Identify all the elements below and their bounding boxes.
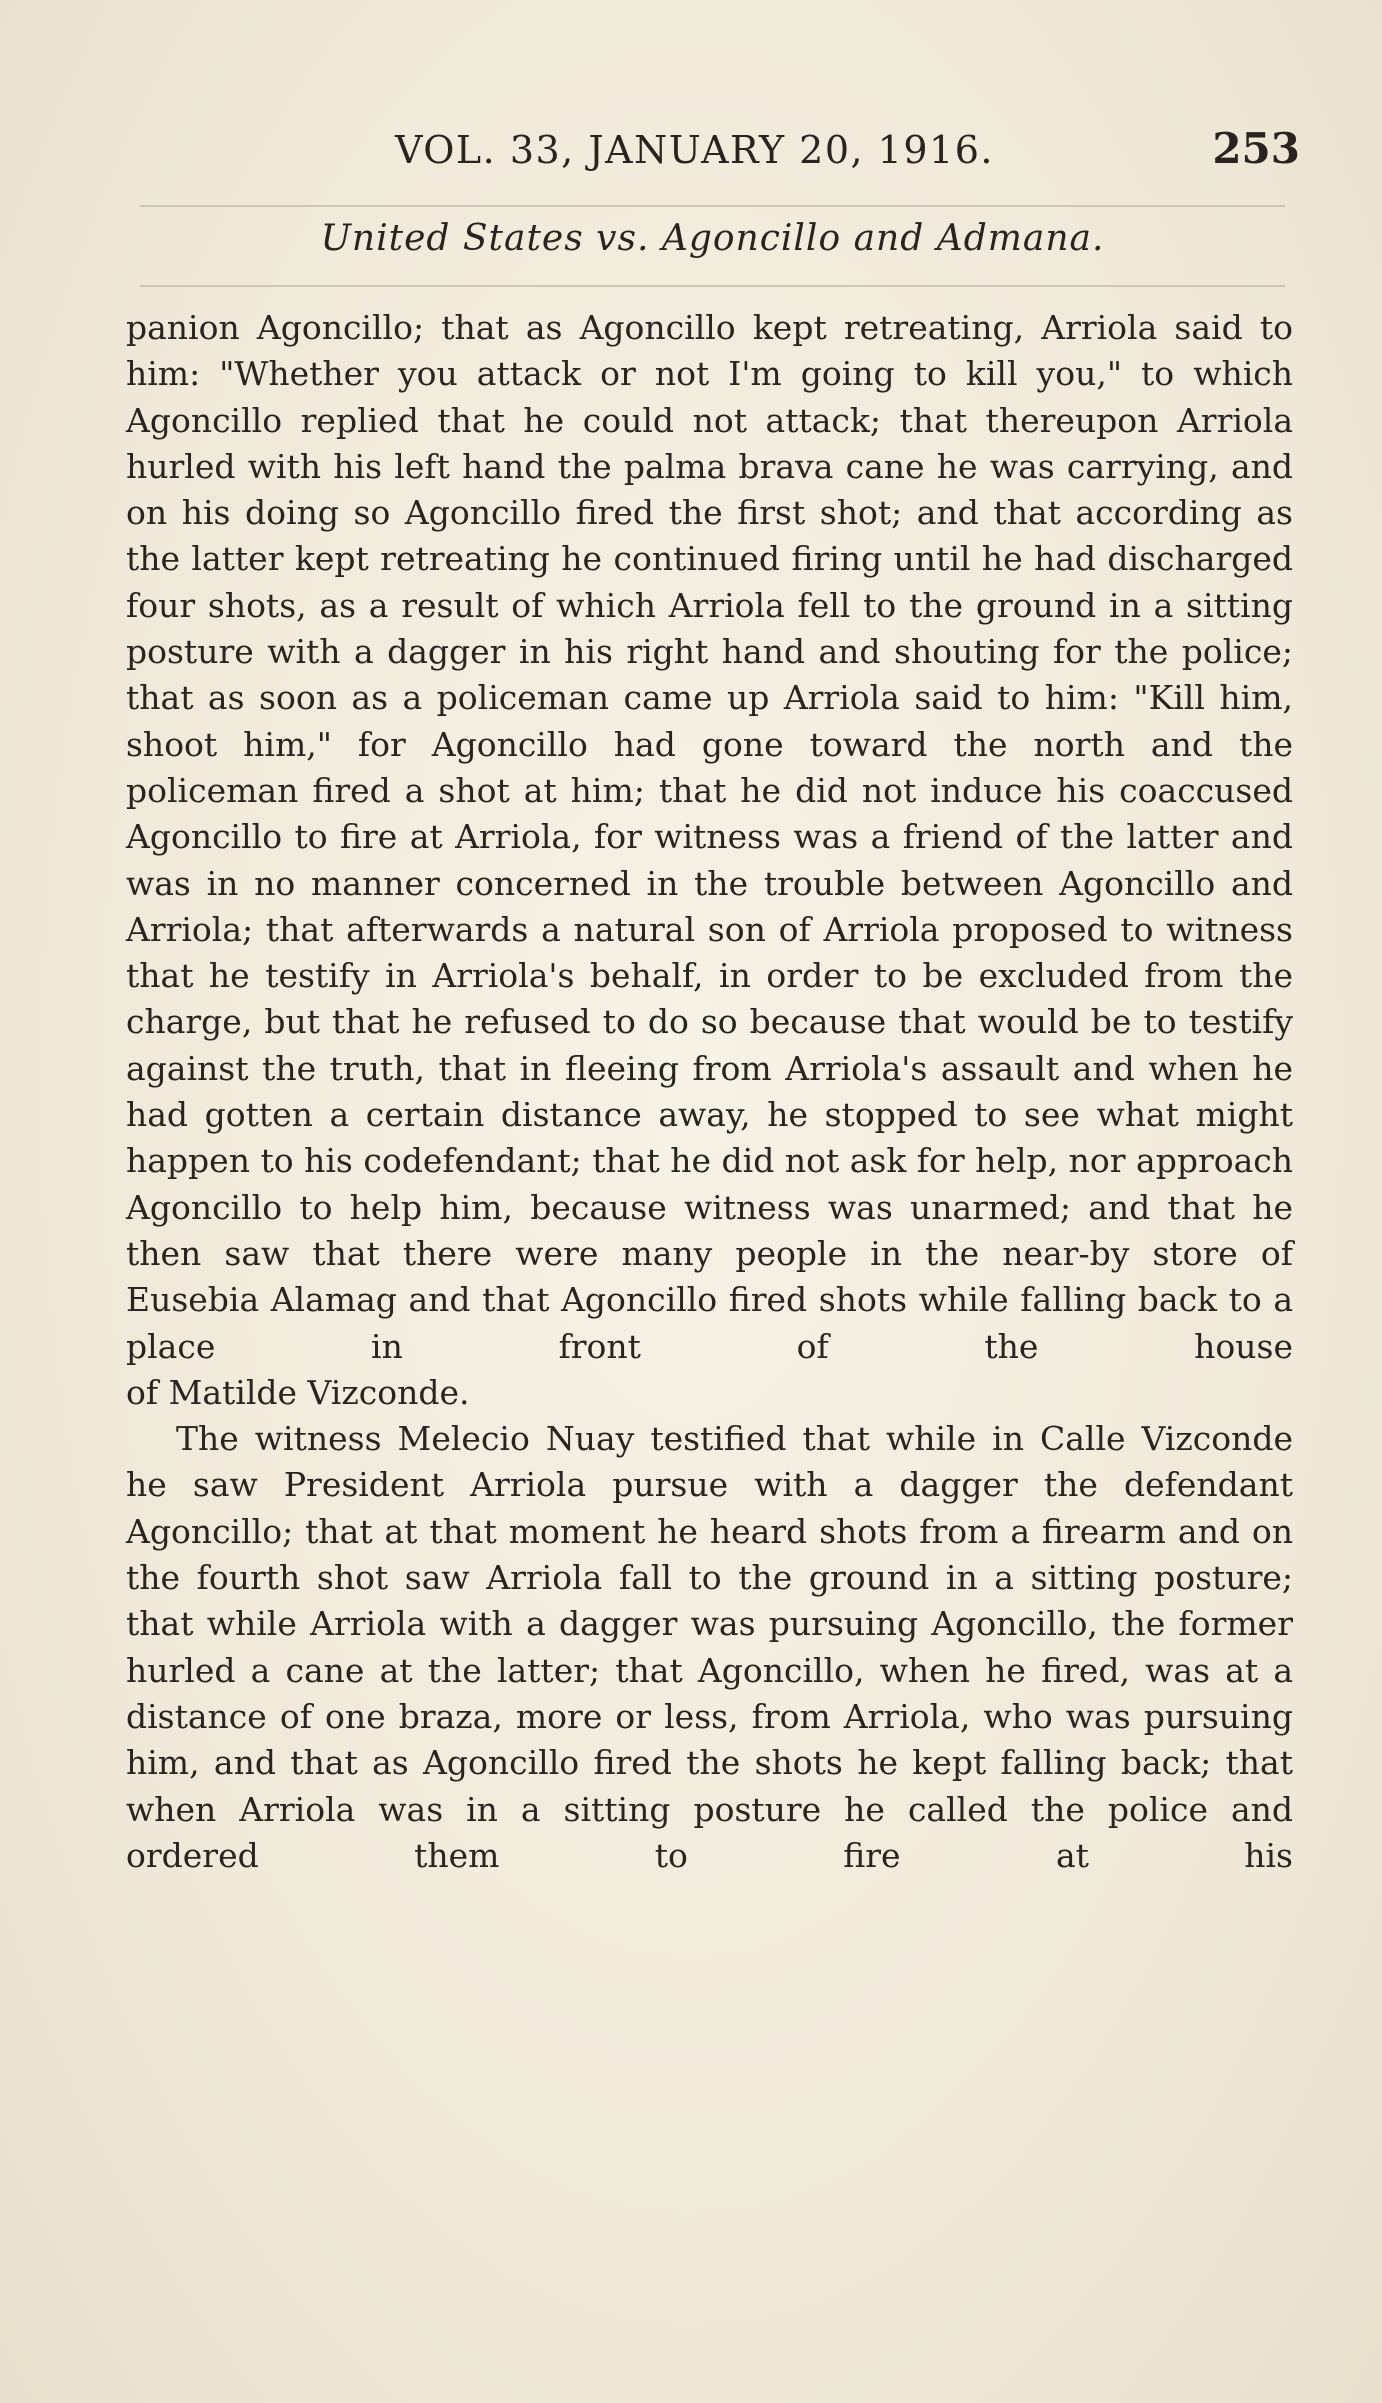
paragraph-1-last-line: of Matilde Vizconde. <box>126 1372 470 1412</box>
volume-date: VOL. 33, JANUARY 20, 1916. <box>395 128 994 172</box>
case-title: United States vs. Agoncillo and Admana. <box>320 218 1105 259</box>
header-rule-bottom <box>140 285 1285 287</box>
running-head <box>120 124 1300 188</box>
paragraph-2: The witness Melecio Nuay testified that while in Calle Vizconde he saw President Arriola pursue with a dagger the defendant Agoncillo; that at that moment he heard shots from a firearm and on the fourth shot saw Arriola fall to the ground in a sitting posture; that while Arriola with a dagger was pursuing Agoncillo, the former hurled a cane at the latter; that Agoncillo, when he fired, was at a distance of one braza, more or less, from Arriola, who was pursuing him, and that as Agoncillo fired the shots he kept falling back; that when Arriola was in a sitting posture he called the police and ordered them to fire at his <box>126 1419 1293 1875</box>
header-rule-top <box>140 205 1285 207</box>
paragraph-1: panion Agoncillo; that as Agoncillo kept retreating, Arriola said to him: "Whether you attack or not I'm going to kill you," to which Agoncillo replied that he could not attack; that thereupon Arriola hurled with his left hand the palma brava cane he was carrying, and on his doing so Agoncillo fired the first shot; and that according as the latter kept retreating he continued firing until he had discharged four shots, as a result of which Arriola fell to the ground in a sitting posture with a dagger in his right hand and shouting for the police; that as soon as a policeman came up Arriola said to him: "Kill him, shoot him," for Agoncillo had gone toward the north and the policeman fired a shot at him; that he did not induce his coaccused Agoncillo to fire at Arriola, for witness was a friend of the latter and was in no manner concerned in the trouble between Agoncillo and Arriola; that afterwards a natural son of Arriola proposed to witness that he testify in Arriola's behalf, in order to be excluded from the charge, but that he refused to do so because that would be to testify against the truth, that in fleeing from Arriola's assault and when he had gotten a certain distance away, he stopped to see what might happen to his codefendant; that he did not ask for help, nor approach Agoncillo to help him, because witness was unarmed; and that he then saw that there were many people in the near-by store of Eusebia Alamag and that Agoncillo fired shots while falling back to a place in front of the house <box>126 308 1293 1366</box>
page-number: 253 <box>1212 124 1300 173</box>
body-text <box>126 305 1293 1879</box>
